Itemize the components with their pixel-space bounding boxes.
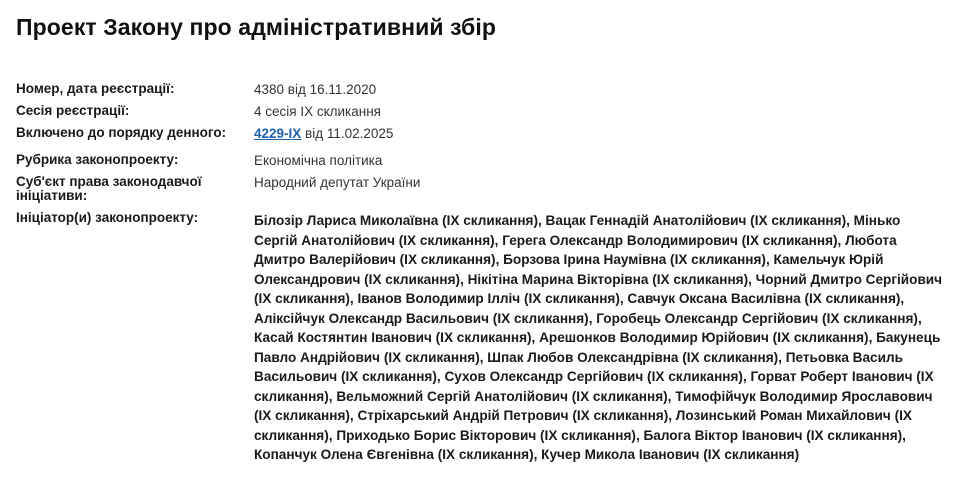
agenda-row — [16, 126, 946, 153]
rubric-label: Рубрика законопроекту: — [16, 152, 179, 167]
rubric-value: Економічна політика — [254, 153, 383, 168]
initiators-label: Ініціатор(и) законопроекту: — [16, 210, 199, 225]
page-title: Проект Закону про адміністративний збір — [16, 14, 496, 40]
agenda-label: Включено до порядку денного: — [16, 125, 227, 140]
subject-row — [16, 175, 946, 211]
bill-info-table — [16, 82, 946, 465]
agenda-act-link[interactable]: 4229-IX — [254, 126, 302, 141]
rubric-row — [16, 153, 946, 175]
session-value: 4 сесія IX скликання — [254, 104, 381, 119]
registration-row — [16, 82, 946, 104]
subject-value: Народний депутат України — [254, 175, 421, 190]
initiators-value: Білозір Лариса Миколаївна (IX скликання), Вацак Геннадій Анатолійович (IX скликання), Мінько Сергій Анатолійович (IX скликання), Герега Олександр Володимирович (IX скликання), Любота Дмитро Валерійович (IX скликання), Борзова Ірина Наумівна (IX скликання), Камельчук Юрій Олександрович (IX скликання), Нікітіна Марина Вікторівна (IX скликання), Чорний Дмитро Сергійович (IX скликання), Іванов Володимир Ілліч (IX скликання), Савчук Оксана Василівна (IX скликання), Аліксійчук Олександр Васильович (IX скликання), Горобець Олександр Сергійович (IX скликання), Касай Костянтин Іванович (IX скликання), Арешонков Володимир Юрійович (IX скликання), Бакунець Павло Андрійович (IX скликання), Шпак Любов Олександрівна (IX скликання), Петьовка Василь Васильович (IX скликання), Сухов Олександр Сергійович (IX скликання), Горват Роберт Іванович (IX скликання), Вельможний Сергій Анатолійович (IX скликання), Тимофійчук Володимир Ярославович (IX скликання), Стріхарський Андрій Петрович (IX скликання), Лозинський Роман Михайлович (IX скликання), Приходько Борис Вікторович (IX скликання), Балога Віктор Іванович (IX скликання), Копанчук Олена Євгенівна (IX скликання), Кучер Микола Іванович (IX скликання) — [254, 213, 943, 462]
subject-label: Суб'єкт права законодавчої ініціативи: — [16, 174, 202, 203]
session-label: Сесія реєстрації: — [16, 103, 130, 118]
registration-value: 4380 від 16.11.2020 — [254, 82, 377, 97]
initiators-row — [16, 211, 946, 465]
agenda-value — [254, 126, 946, 142]
session-row — [16, 104, 946, 126]
agenda-date: від 11.02.2025 — [301, 126, 394, 141]
registration-label: Номер, дата реєстрації: — [16, 81, 175, 96]
